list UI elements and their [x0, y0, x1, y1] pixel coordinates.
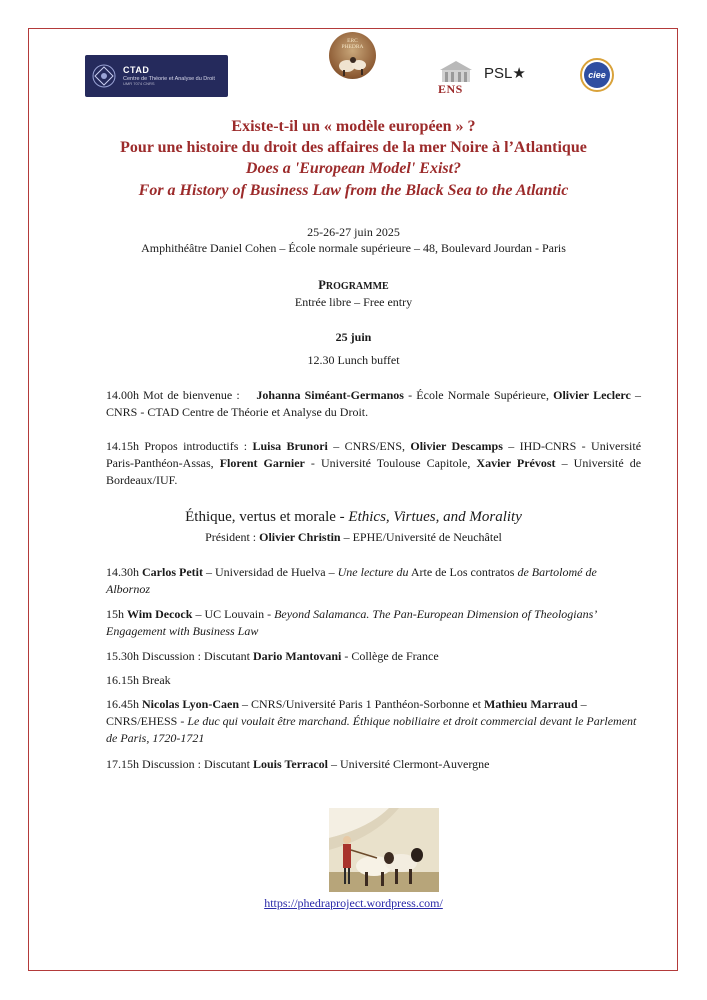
talk-6-discussant: Louis Terracol: [253, 757, 329, 771]
intro-affiliation-1: – CNRS/ENS,: [327, 439, 411, 453]
phedra-logo: [329, 32, 376, 79]
programme-heading-rest: ROGRAMME: [325, 281, 389, 292]
programme-heading: [60, 278, 647, 293]
talk-3-affiliation: - Collège de France: [341, 649, 439, 663]
talk-2-affiliation: – UC Louvain -: [192, 607, 275, 621]
talk-6-affiliation: – Université Clermont-Auvergne: [328, 757, 490, 771]
ctad-tag: UMR 7074 CNRS: [123, 80, 155, 86]
talk-1: [106, 564, 641, 598]
talk-1-title-c: de Bartolomé de Albornoz: [106, 565, 597, 596]
talk-5-affiliation-2: – CNRS/EHESS -: [106, 697, 587, 728]
talk-1-speaker: Carlos Petit: [142, 565, 203, 579]
intro-affiliation-3: - Université Toulouse Capitole,: [304, 456, 477, 470]
programme-heading-first: P: [318, 278, 326, 292]
talk-3: [106, 648, 641, 665]
talk-5-speaker-2: Mathieu Marraud: [484, 697, 578, 711]
ens-logo-text: ENS: [438, 82, 463, 96]
psl-logo: PSL★: [484, 65, 526, 82]
intro-speaker-4: Xavier Prévost: [476, 456, 556, 470]
medieval-illustration: [329, 808, 439, 892]
title-fr-line1: Existe-t-il un « modèle européen » ?: [231, 118, 476, 135]
welcome-time: 14.00h Mot de bienvenue :: [106, 388, 240, 402]
section-president: [60, 530, 647, 545]
event-dates: 25-26-27 juin 2025: [307, 225, 400, 239]
talk-1-title-a: Une lecture du: [337, 565, 409, 579]
section-title-en: - Ethics, Virtues, and Morality: [335, 509, 522, 525]
president-label: Président :: [205, 530, 260, 544]
intro-speaker-3: Florent Garnier: [219, 456, 305, 470]
intro-speaker-2: Olivier Descamps: [410, 439, 503, 453]
talk-3-label: 15.30h Discussion : Discutant: [106, 649, 253, 663]
section-title: [60, 509, 647, 526]
talk-6: [106, 756, 641, 773]
talk-2: [106, 606, 641, 640]
talk-1-time: 14.30h: [106, 565, 142, 579]
welcome-entry: [106, 387, 641, 421]
intro-affiliation-4: – Université de Bordeaux/IUF.: [106, 456, 642, 487]
title-en-line2: For a History of Business Law from the Black Sea to the Atlantic: [138, 182, 569, 199]
intro-affiliation-2: – IHD-CNRS - Université Paris-Panthéon-Assas,: [106, 439, 642, 470]
event-venue: Amphithéâtre Daniel Cohen – École normale supérieure – 48, Boulevard Jourdan - Paris: [141, 241, 566, 255]
section-title-fr: Éthique, vertus et morale: [185, 509, 336, 525]
ctad-emblem-icon: [91, 63, 117, 89]
president-affiliation: – EPHE/Université de Neuchâtel: [340, 530, 502, 544]
talk-2-title: Beyond Salamanca. The Pan-European Dimension of Theologians’ Engagement with Business Law: [106, 607, 596, 638]
talk-break: 16.15h Break: [106, 673, 171, 687]
programme-entry: Entrée libre – Free entry: [294, 295, 413, 309]
talk-5-affiliation-1: – CNRS/Université Paris 1 Panthéon-Sorbonne et: [239, 697, 484, 711]
talk-5-title: Le duc qui voulait être marchand. Éthique nobiliaire et droit commercial devant le Parlement de Paris, 1720-1721: [106, 714, 637, 745]
intro-speaker-1: Luisa Brunori: [252, 439, 328, 453]
programme-lunch: 12.30 Lunch buffet: [307, 353, 400, 367]
talk-2-time: 15h: [106, 607, 127, 621]
ctad-name: CTAD: [123, 64, 150, 75]
title-fr-line2: Pour une histoire du droit des affaires de la mer Noire à l’Atlantique: [120, 139, 587, 156]
talk-5: [106, 696, 641, 747]
welcome-affiliation-1: - École Normale Supérieure,: [403, 388, 554, 402]
phedra-line2: PHEDRA: [341, 44, 364, 50]
phedra-figure-icon: [335, 52, 370, 76]
talk-5-speaker-1: Nicolas Lyon-Caen: [142, 697, 240, 711]
welcome-speaker-1: Johanna Siméant-Germanos: [256, 388, 404, 402]
ciee-logo: [580, 58, 614, 92]
welcome-affiliation-2: – CNRS - CTAD Centre de Théorie et Analyse du Droit.: [106, 388, 642, 419]
intro-entry: [106, 438, 641, 489]
talk-5-time: 16.45h: [106, 697, 142, 711]
talk-1-title-b: Arte de Los contratos: [408, 565, 518, 579]
talk-3-discussant: Dario Mantovani: [253, 649, 342, 663]
president-name: Olivier Christin: [259, 530, 341, 544]
ciee-logo-text: ciee: [584, 62, 610, 88]
oxen-cart-illustration-icon: [329, 808, 439, 892]
ctad-subtitle: Centre de Théorie et Analyse du Droit: [123, 75, 215, 82]
talk-1-affiliation: – Universidad de Huelva –: [202, 565, 338, 579]
ctad-logo: [85, 55, 228, 97]
title-en-line1: Does a 'European Model' Exist?: [245, 160, 462, 177]
talk-6-label: 17.15h Discussion : Discutant: [106, 757, 253, 771]
talk-2-speaker: Wim Decock: [127, 607, 193, 621]
phedra-website-link[interactable]: https://phedraproject.wordpress.com/: [264, 896, 443, 910]
intro-time: 14.15h Propos introductifs :: [106, 439, 253, 453]
programme-day: 25 juin: [335, 330, 372, 344]
phedra-line1: ERC: [347, 38, 358, 44]
welcome-speaker-2: Olivier Leclerc: [553, 388, 631, 402]
